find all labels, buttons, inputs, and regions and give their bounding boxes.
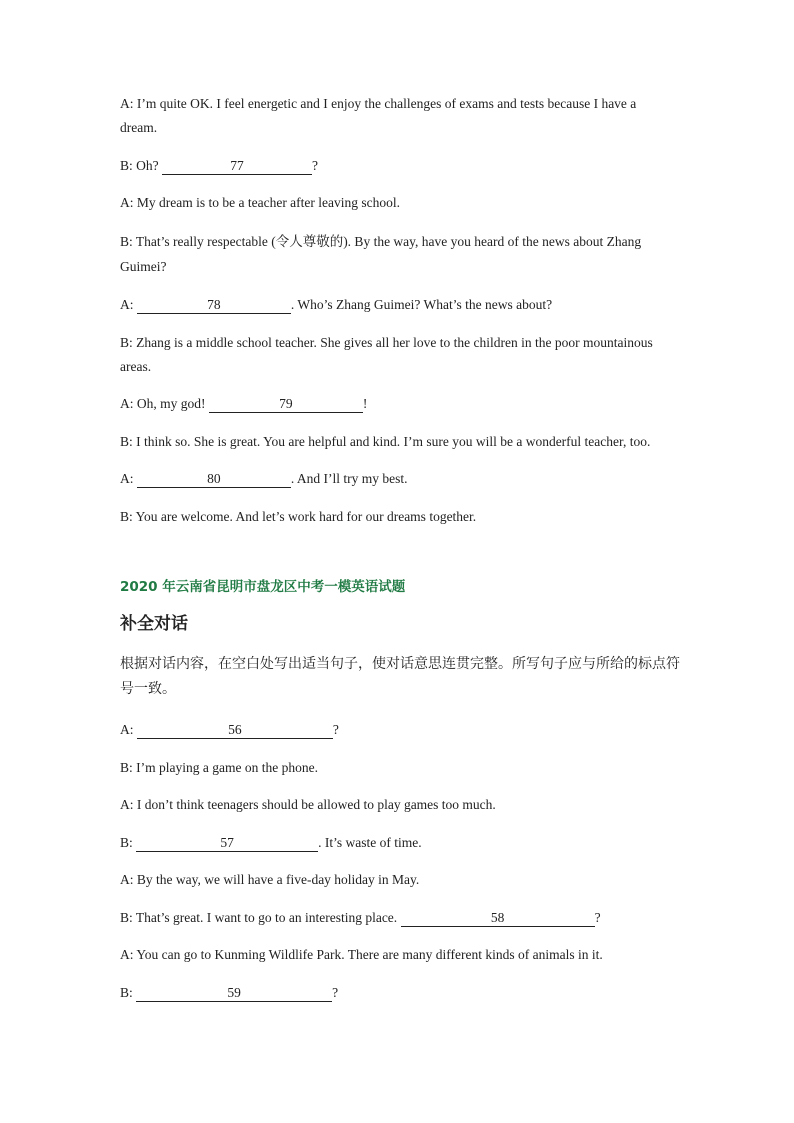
line-suffix: ? bbox=[332, 722, 339, 737]
answer-blank-57[interactable]: 57 bbox=[136, 835, 318, 852]
line-prefix: B: Oh? bbox=[120, 158, 162, 173]
line-text: B: You are welcome. And let’s work hard for our dreams together. bbox=[120, 509, 477, 524]
answer-blank-77[interactable]: 77 bbox=[162, 158, 312, 175]
line-suffix: . It’s waste of time. bbox=[318, 835, 422, 850]
line-text: A: I’m quite OK. I feel energetic and I enjoy the challenges of exams and tests because I have a bbox=[120, 96, 637, 111]
dialogue-line bbox=[120, 756, 680, 780]
line-text: B: Zhang is a middle school teacher. She gives all her love to the children in the poor mountainous bbox=[120, 335, 653, 350]
dialogue-line bbox=[120, 331, 680, 355]
dialogue-line bbox=[120, 906, 680, 930]
line-text: dream. bbox=[120, 120, 158, 135]
dialogue-line bbox=[120, 191, 680, 215]
answer-blank-80[interactable]: 80 bbox=[137, 471, 291, 488]
section-heading: 补全对话 bbox=[120, 614, 188, 634]
line-text: A: I don’t think teenagers should be allowed to play games too much. bbox=[120, 797, 496, 812]
line-text: A: My dream is to be a teacher after leaving school. bbox=[120, 195, 401, 210]
dialogue-line bbox=[120, 831, 680, 855]
dialogue-line bbox=[120, 793, 680, 817]
line-prefix: B: That’s great. I want to go to an interesting place. bbox=[120, 910, 401, 925]
dialogue-line-cont bbox=[120, 116, 680, 140]
dialogue-line bbox=[120, 943, 680, 967]
line-prefix: A: bbox=[120, 297, 137, 312]
dialogue-line bbox=[120, 430, 680, 454]
dialogue-line bbox=[120, 154, 680, 178]
line-suffix: ? bbox=[312, 158, 318, 173]
section-instruction: 根据对话内容，在空白处写出适当句子，使对话意思连贯完整。所写句子应与所给的标点符号一致。 bbox=[120, 656, 680, 697]
dialogue-line-cont bbox=[120, 355, 680, 379]
line-text: A: You can go to Kunming Wildlife Park. There are many different kinds of animals in it. bbox=[120, 947, 603, 962]
answer-blank-79[interactable]: 79 bbox=[209, 396, 363, 413]
answer-blank-78[interactable]: 78 bbox=[137, 297, 291, 314]
dialogue-line bbox=[120, 868, 680, 892]
line-suffix: . Who’s Zhang Guimei? What’s the news about? bbox=[290, 297, 553, 312]
line-suffix: ! bbox=[362, 396, 368, 411]
answer-blank-59[interactable]: 59 bbox=[136, 985, 332, 1002]
line-prefix: A: bbox=[120, 722, 137, 737]
line-prefix: B: bbox=[120, 835, 137, 850]
dialogue-line bbox=[120, 293, 680, 317]
line-suffix: ? bbox=[594, 910, 601, 925]
line-prefix: B: bbox=[120, 985, 137, 1000]
dialogue-line bbox=[120, 718, 680, 742]
line-suffix: . And I’ll try my best. bbox=[290, 471, 408, 486]
line-text: B: I think so. She is great. You are helpful and kind. I’m sure you will be a wonderful teacher, too. bbox=[120, 434, 651, 449]
dialogue-line bbox=[120, 392, 680, 416]
line-text: areas. bbox=[120, 359, 152, 374]
dialogue-line bbox=[120, 467, 680, 491]
line-text: Guimei? bbox=[120, 259, 167, 274]
dialogue-line bbox=[120, 92, 680, 116]
dialogue-line bbox=[120, 981, 680, 1005]
line-prefix: A: bbox=[120, 471, 137, 486]
section-title: 2020 年云南省昆明市盘龙区中考一模英语试题 bbox=[120, 579, 406, 595]
line-prefix: A: Oh, my god! bbox=[120, 396, 209, 411]
line-text: A: By the way, we will have a five-day holiday in May. bbox=[120, 872, 420, 887]
line-suffix: ? bbox=[332, 985, 339, 1000]
answer-blank-58[interactable]: 58 bbox=[401, 910, 595, 927]
dialogue-line bbox=[120, 505, 680, 529]
line-text: B: I’m playing a game on the phone. bbox=[120, 760, 318, 775]
dialogue-line bbox=[120, 230, 680, 254]
dialogue-line-cont bbox=[120, 255, 680, 279]
line-text: B: That’s really respectable (令人尊敬的). By the way, have you heard of the news about Zhang bbox=[120, 234, 642, 249]
answer-blank-56[interactable]: 56 bbox=[137, 722, 333, 739]
